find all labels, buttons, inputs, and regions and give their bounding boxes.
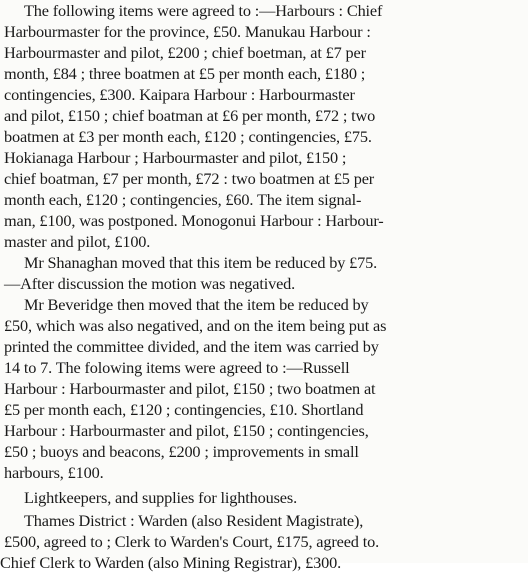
text-line: —After discussion the motion was negatived. [4, 274, 296, 293]
text-line: Thames District : Warden (also Resident Magistrate), [24, 511, 364, 530]
text-line: printed the committee divided, and the item was carried by [4, 337, 379, 356]
text-line: master and pilot, £100. [4, 232, 151, 251]
section-heading: Lightkeepers, and supplies for lighthouses. [24, 488, 297, 507]
text-line: Chief Clerk to Warden (also Mining Registrar), £300. [0, 553, 342, 572]
text-line: Harbourmaster and pilot, £200 ; chief boetman, at £7 per [4, 43, 366, 62]
text-line: Harbourmaster for the province, £50. Manukau Harbour : [4, 22, 371, 41]
text-line: contingencies, £300. Kaipara Harbour : Harbourmaster [4, 85, 355, 104]
text-line: 14 to 7. The folowing items were agreed to :—Russell [4, 358, 350, 377]
text-line: £50, which was also negatived, and on the item being put as [4, 316, 387, 335]
text-line: Mr Shanaghan moved that this item be reduced by £75. [24, 253, 378, 272]
text-line: £500, agreed to ; Clerk to Warden's Court, £175, agreed to. [4, 532, 379, 551]
text-line: £50 ; buoys and beacons, £200 ; improvements in small [4, 442, 359, 461]
text-line: man, £100, was postponed. Monogonui Harbour : Harbour- [4, 211, 384, 230]
text-line: chief boatman, £7 per month, £72 : two boatmen at £5 per [4, 169, 375, 188]
text-line: and pilot, £150 ; chief boatman at £6 per month, £72 ; two [4, 106, 376, 125]
text-line: Harbour : Harbourmaster and pilot, £150 ; contingencies, [4, 421, 369, 440]
text-line: Hokianaga Harbour ; Harbourmaster and pilot, £150 ; [4, 148, 347, 167]
text-line: boatmen at £3 per month each, £120 ; contingencies, £75. [4, 127, 372, 146]
text-line: Mr Beveridge then moved that the item be reduced by [24, 295, 369, 314]
text-line: Harbour : Harbourmaster and pilot, £150 ; two boatmen at [4, 379, 376, 398]
text-line: month each, £120 ; contingencies, £60. The item signal- [4, 190, 362, 209]
text-line: £5 per month each, £120 ; contingencies, £10. Shortland [4, 400, 364, 419]
text-line: month, £84 ; three boatmen at £5 per month each, £180 ; [4, 64, 366, 83]
text-line: The following items were agreed to :—Harbours : Chief [24, 1, 383, 20]
text-line: harbours, £100. [4, 463, 104, 482]
